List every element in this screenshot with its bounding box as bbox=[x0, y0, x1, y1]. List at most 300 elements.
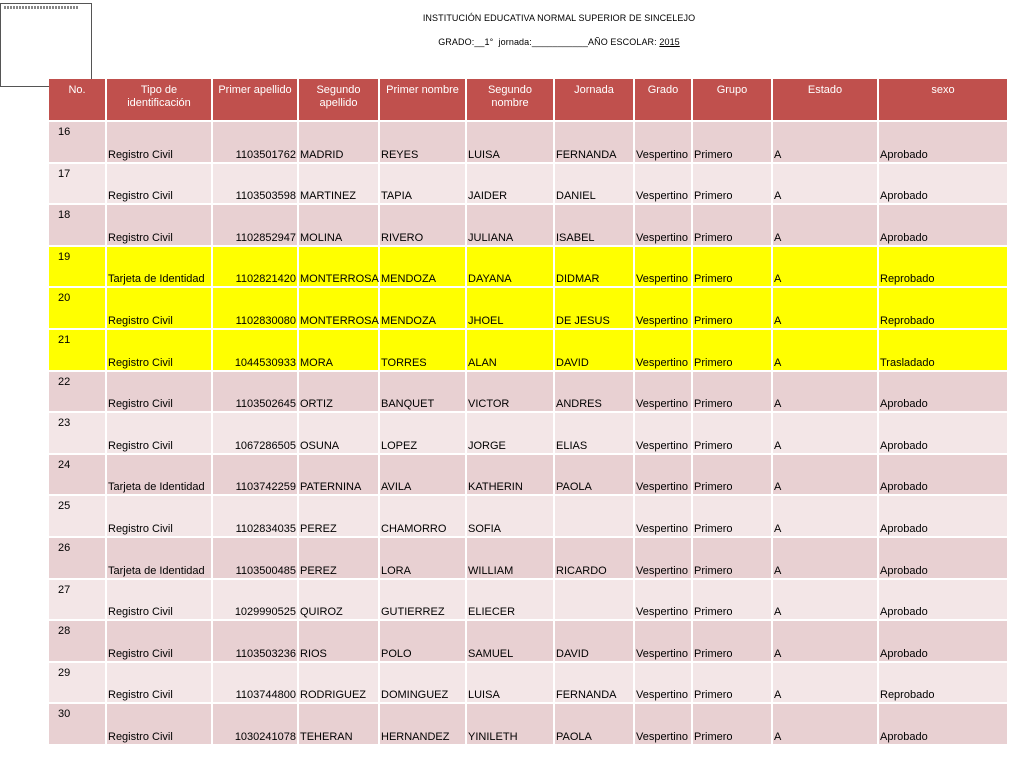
primer-apellido: MORA bbox=[300, 356, 333, 369]
table-cell bbox=[299, 538, 378, 578]
table-cell bbox=[107, 413, 211, 453]
estado: Aprobado bbox=[880, 481, 928, 494]
anio-label: AÑO ESCOLAR: bbox=[588, 37, 657, 47]
jornada: Vespertino bbox=[636, 398, 688, 411]
table-cell bbox=[879, 372, 1007, 412]
table-row bbox=[49, 122, 1007, 162]
table-cell bbox=[693, 372, 771, 412]
segundo-nombre: DIDMAR bbox=[556, 273, 600, 286]
table-cell bbox=[773, 413, 877, 453]
grado: Primero bbox=[694, 689, 733, 702]
table-cell bbox=[299, 164, 378, 204]
row-number: 30 bbox=[58, 708, 71, 721]
table-cell bbox=[693, 455, 771, 495]
id-type: Registro Civil bbox=[108, 398, 173, 411]
estado: Aprobado bbox=[880, 190, 928, 203]
table-cell bbox=[299, 205, 378, 245]
table-cell bbox=[773, 164, 877, 204]
primer-nombre: LUISA bbox=[468, 148, 500, 161]
table-cell bbox=[299, 704, 378, 744]
table-cell bbox=[49, 455, 105, 495]
anio-value: 2015 bbox=[659, 37, 680, 47]
table-cell bbox=[107, 538, 211, 578]
id-type: Registro Civil bbox=[108, 522, 173, 535]
row-number: 25 bbox=[58, 500, 71, 513]
id-type: Tarjeta de Identidad bbox=[108, 273, 205, 286]
jornada: Vespertino bbox=[636, 356, 688, 369]
table-cell bbox=[467, 496, 553, 536]
table-cell bbox=[107, 330, 211, 370]
table-cell bbox=[693, 205, 771, 245]
table-cell bbox=[693, 621, 771, 661]
table-row bbox=[49, 621, 1007, 661]
table-cell bbox=[773, 621, 877, 661]
row-number: 17 bbox=[58, 167, 71, 180]
id-number: 1029990525 bbox=[234, 606, 296, 619]
table-cell bbox=[879, 288, 1007, 328]
id-number: 1030241078 bbox=[234, 730, 296, 743]
table-cell bbox=[299, 372, 378, 412]
table-cell bbox=[299, 330, 378, 370]
table-cell bbox=[555, 164, 633, 204]
id-type: Registro Civil bbox=[108, 730, 173, 743]
table-cell bbox=[467, 330, 553, 370]
grado: Primero bbox=[694, 564, 733, 577]
table-cell bbox=[467, 288, 553, 328]
table-cell bbox=[467, 122, 553, 162]
table-row bbox=[49, 496, 1007, 536]
row-number: 27 bbox=[58, 583, 71, 596]
segundo-nombre: DAVID bbox=[556, 647, 589, 660]
table-cell bbox=[299, 247, 378, 287]
id-number: 1102852947 bbox=[235, 231, 296, 244]
table-cell bbox=[773, 205, 877, 245]
row-number: 19 bbox=[58, 250, 71, 263]
table-cell bbox=[635, 372, 691, 412]
table-cell bbox=[555, 496, 633, 536]
table-cell bbox=[635, 247, 691, 287]
table-cell bbox=[299, 413, 378, 453]
primer-nombre: LUISA bbox=[468, 689, 500, 702]
segundo-apellido: POLO bbox=[381, 647, 412, 660]
table-cell bbox=[467, 164, 553, 204]
table-cell bbox=[380, 164, 465, 204]
table-cell bbox=[635, 164, 691, 204]
table-cell bbox=[380, 288, 465, 328]
table-cell bbox=[635, 621, 691, 661]
primer-apellido: MONTERROSA bbox=[300, 273, 379, 286]
table-row bbox=[49, 413, 1007, 453]
table-cell bbox=[467, 372, 553, 412]
table-cell bbox=[107, 704, 211, 744]
table-cell bbox=[49, 704, 105, 744]
segundo-nombre: FERNANDA bbox=[556, 689, 617, 702]
table-cell bbox=[635, 496, 691, 536]
grado: Primero bbox=[694, 730, 733, 743]
table-cell bbox=[213, 663, 297, 703]
table-cell bbox=[467, 538, 553, 578]
id-type: Registro Civil bbox=[108, 148, 173, 161]
segundo-apellido: CHAMORRO bbox=[381, 522, 447, 535]
table-cell bbox=[380, 663, 465, 703]
id-number: 1102821420 bbox=[235, 273, 296, 286]
table-cell bbox=[213, 288, 297, 328]
table-cell bbox=[635, 580, 691, 620]
table-cell bbox=[107, 164, 211, 204]
table-cell bbox=[693, 122, 771, 162]
estado: Aprobado bbox=[880, 398, 928, 411]
table-cell bbox=[213, 621, 297, 661]
primer-nombre: VICTOR bbox=[468, 398, 510, 411]
students-table bbox=[47, 77, 1009, 746]
table-cell bbox=[693, 330, 771, 370]
estado: Aprobado bbox=[880, 522, 928, 535]
table-cell bbox=[879, 164, 1007, 204]
row-number: 16 bbox=[58, 126, 71, 138]
jornada: Vespertino bbox=[636, 231, 688, 244]
table-cell bbox=[773, 455, 877, 495]
grupo: A bbox=[774, 273, 782, 286]
row-number: 29 bbox=[58, 666, 71, 679]
jornada: Vespertino bbox=[636, 439, 688, 452]
primer-apellido: RODRIGUEZ bbox=[300, 689, 366, 702]
table-row bbox=[49, 538, 1007, 578]
segundo-nombre: PAOLA bbox=[556, 481, 592, 494]
row-number: 18 bbox=[58, 209, 71, 222]
table-cell bbox=[49, 413, 105, 453]
table-cell bbox=[555, 247, 633, 287]
table-cell bbox=[555, 413, 633, 453]
grado-value: __1° bbox=[474, 37, 494, 47]
table-cell bbox=[635, 288, 691, 328]
row-number: 22 bbox=[58, 375, 71, 388]
grupo: A bbox=[774, 231, 782, 244]
table-cell bbox=[635, 663, 691, 703]
table-cell bbox=[773, 122, 877, 162]
id-type: Tarjeta de Identidad bbox=[108, 481, 205, 494]
col-header-grado: Grado bbox=[635, 79, 691, 120]
table-cell bbox=[380, 496, 465, 536]
table-cell bbox=[213, 372, 297, 412]
id-type: Registro Civil bbox=[108, 356, 173, 369]
table-cell bbox=[107, 496, 211, 536]
segundo-apellido: REYES bbox=[381, 148, 419, 161]
id-type: Registro Civil bbox=[108, 190, 173, 203]
row-number: 24 bbox=[58, 458, 71, 471]
id-number: 1103502645 bbox=[235, 398, 296, 411]
estado: Aprobado bbox=[880, 647, 928, 660]
table-row bbox=[49, 288, 1007, 328]
primer-nombre: YINILETH bbox=[468, 730, 518, 743]
table-cell bbox=[213, 122, 297, 162]
segundo-apellido: TAPIA bbox=[381, 190, 412, 203]
jornada: Vespertino bbox=[636, 689, 688, 702]
table-cell bbox=[107, 455, 211, 495]
primer-nombre: SOFIA bbox=[468, 522, 502, 535]
id-number: 1103503236 bbox=[235, 647, 296, 660]
table-cell bbox=[555, 538, 633, 578]
table-cell bbox=[213, 538, 297, 578]
grupo: A bbox=[774, 647, 782, 660]
table-cell bbox=[49, 372, 105, 412]
grupo: A bbox=[774, 314, 782, 327]
segundo-apellido: LORA bbox=[381, 564, 411, 577]
table-cell bbox=[213, 413, 297, 453]
grado: Primero bbox=[694, 190, 733, 203]
grupo: A bbox=[774, 689, 782, 702]
jornada: Vespertino bbox=[636, 273, 688, 286]
grupo: A bbox=[774, 439, 782, 452]
table-cell bbox=[879, 663, 1007, 703]
table-cell bbox=[213, 330, 297, 370]
table-cell bbox=[693, 704, 771, 744]
col-header-grupo: Grupo bbox=[693, 79, 771, 120]
table-cell bbox=[380, 247, 465, 287]
grupo: A bbox=[774, 522, 782, 535]
table-row bbox=[49, 580, 1007, 620]
segundo-apellido: AVILA bbox=[381, 481, 412, 494]
id-type: Registro Civil bbox=[108, 314, 173, 327]
table-cell bbox=[467, 621, 553, 661]
table-cell bbox=[49, 496, 105, 536]
id-type: Registro Civil bbox=[108, 439, 173, 452]
table-cell bbox=[555, 621, 633, 661]
table-cell bbox=[555, 330, 633, 370]
table-cell bbox=[49, 205, 105, 245]
jornada: Vespertino bbox=[636, 190, 688, 203]
table-cell bbox=[879, 247, 1007, 287]
table-cell bbox=[49, 247, 105, 287]
table-cell bbox=[879, 205, 1007, 245]
id-number: 1103501762 bbox=[235, 148, 296, 161]
row-number: 21 bbox=[58, 333, 71, 346]
row-number: 26 bbox=[58, 541, 71, 554]
table-cell bbox=[879, 413, 1007, 453]
id-number: 1102830080 bbox=[235, 314, 296, 327]
segundo-nombre: ELIAS bbox=[556, 439, 588, 452]
table-cell bbox=[773, 330, 877, 370]
grado: Primero bbox=[694, 273, 733, 286]
col-header-primer-apellido: Primer apellido bbox=[213, 79, 297, 120]
table-cell bbox=[773, 580, 877, 620]
grado: Primero bbox=[694, 231, 733, 244]
segundo-nombre: DAVID bbox=[556, 356, 589, 369]
primer-apellido: RIOS bbox=[300, 647, 327, 660]
table-cell bbox=[380, 122, 465, 162]
grupo: A bbox=[774, 481, 782, 494]
table-cell bbox=[107, 663, 211, 703]
estado: Reprobado bbox=[880, 314, 935, 327]
table-cell bbox=[555, 580, 633, 620]
primer-nombre: JULIANA bbox=[468, 231, 514, 244]
table-cell bbox=[107, 580, 211, 620]
table-cell bbox=[299, 580, 378, 620]
id-type: Registro Civil bbox=[108, 606, 173, 619]
table-cell bbox=[107, 247, 211, 287]
table-cell bbox=[213, 580, 297, 620]
table-cell bbox=[879, 455, 1007, 495]
table-cell bbox=[467, 247, 553, 287]
table-row bbox=[49, 455, 1007, 495]
table-cell bbox=[467, 580, 553, 620]
table-cell bbox=[49, 663, 105, 703]
table-cell bbox=[107, 205, 211, 245]
segundo-apellido: TORRES bbox=[381, 356, 427, 369]
jornada: Vespertino bbox=[636, 148, 688, 161]
table-cell bbox=[555, 455, 633, 495]
table-cell bbox=[635, 330, 691, 370]
primer-nombre: SAMUEL bbox=[468, 647, 514, 660]
grado: Primero bbox=[694, 481, 733, 494]
id-number: 1103503598 bbox=[235, 190, 296, 203]
estado: Reprobado bbox=[880, 689, 935, 702]
table-cell bbox=[380, 704, 465, 744]
primer-apellido: MARTINEZ bbox=[300, 190, 357, 203]
table-cell bbox=[380, 330, 465, 370]
table-cell bbox=[467, 413, 553, 453]
segundo-nombre: RICARDO bbox=[556, 564, 607, 577]
table-cell bbox=[213, 496, 297, 536]
table-cell bbox=[635, 413, 691, 453]
table-cell bbox=[380, 372, 465, 412]
segundo-nombre: FERNANDA bbox=[556, 148, 617, 161]
table-cell bbox=[693, 413, 771, 453]
row-number: 23 bbox=[58, 417, 71, 430]
table-row bbox=[49, 205, 1007, 245]
primer-nombre: JORGE bbox=[468, 439, 506, 452]
table-cell bbox=[693, 663, 771, 703]
table-cell bbox=[107, 122, 211, 162]
table-cell bbox=[299, 455, 378, 495]
institution-title: INSTITUCIÓN EDUCATIVA NORMAL SUPERIOR DE SINCELEJO bbox=[422, 13, 696, 23]
table-cell bbox=[773, 538, 877, 578]
table-cell bbox=[49, 330, 105, 370]
table-cell bbox=[49, 122, 105, 162]
grupo: A bbox=[774, 356, 782, 369]
col-header-segundo-apellido: Segundo apellido bbox=[299, 79, 378, 120]
table-cell bbox=[49, 621, 105, 661]
estado: Aprobado bbox=[880, 564, 928, 577]
table-cell bbox=[879, 580, 1007, 620]
jornada-label: jornada: bbox=[498, 37, 532, 47]
table-cell bbox=[213, 704, 297, 744]
primer-nombre: KATHERIN bbox=[468, 481, 523, 494]
table-cell bbox=[693, 580, 771, 620]
grado: Primero bbox=[694, 439, 733, 452]
primer-nombre: ALAN bbox=[468, 356, 497, 369]
primer-nombre: DAYANA bbox=[468, 273, 512, 286]
grado: Primero bbox=[694, 522, 733, 535]
logo-placeholder bbox=[0, 3, 92, 87]
jornada: Vespertino bbox=[636, 647, 688, 660]
jornada: Vespertino bbox=[636, 606, 688, 619]
table-cell bbox=[380, 455, 465, 495]
jornada: Vespertino bbox=[636, 481, 688, 494]
table-row bbox=[49, 704, 1007, 744]
table-cell bbox=[693, 496, 771, 536]
estado: Aprobado bbox=[880, 148, 928, 161]
table-cell bbox=[773, 372, 877, 412]
segundo-nombre: ISABEL bbox=[556, 231, 595, 244]
segundo-nombre: DE JESUS bbox=[556, 314, 610, 327]
jornada: Vespertino bbox=[636, 564, 688, 577]
table-cell bbox=[555, 704, 633, 744]
table-header-row bbox=[49, 79, 1007, 120]
table-cell bbox=[879, 621, 1007, 661]
primer-nombre: JAIDER bbox=[468, 190, 508, 203]
col-header-segundo-nombre: Segundo nombre bbox=[467, 79, 553, 120]
table-row bbox=[49, 247, 1007, 287]
table-cell bbox=[213, 205, 297, 245]
table-row bbox=[49, 372, 1007, 412]
id-type: Registro Civil bbox=[108, 689, 173, 702]
segundo-apellido: RIVERO bbox=[381, 231, 424, 244]
table-cell bbox=[635, 122, 691, 162]
table-cell bbox=[380, 413, 465, 453]
table-cell bbox=[879, 496, 1007, 536]
estado: Aprobado bbox=[880, 606, 928, 619]
table-cell bbox=[879, 704, 1007, 744]
table-cell bbox=[380, 580, 465, 620]
grade-line bbox=[94, 37, 1024, 47]
grado: Primero bbox=[694, 398, 733, 411]
primer-apellido: PATERNINA bbox=[300, 481, 362, 494]
id-type: Tarjeta de Identidad bbox=[108, 564, 205, 577]
primer-apellido: MADRID bbox=[300, 148, 344, 161]
table-cell bbox=[773, 663, 877, 703]
col-header-sexo: sexo bbox=[879, 79, 1007, 120]
primer-apellido: PEREZ bbox=[300, 522, 337, 535]
table-cell bbox=[879, 122, 1007, 162]
primer-apellido: ORTIZ bbox=[300, 398, 333, 411]
primer-apellido: MONTERROSA bbox=[300, 314, 379, 327]
table-cell bbox=[467, 455, 553, 495]
segundo-nombre: ANDRES bbox=[556, 398, 602, 411]
table-cell bbox=[635, 205, 691, 245]
grupo: A bbox=[774, 564, 782, 577]
row-number: 28 bbox=[58, 625, 71, 638]
table-cell bbox=[299, 122, 378, 162]
table-cell bbox=[555, 288, 633, 328]
estado: Aprobado bbox=[880, 439, 928, 452]
table-body bbox=[49, 122, 1007, 744]
table-cell bbox=[693, 247, 771, 287]
table-cell bbox=[49, 164, 105, 204]
table-cell bbox=[49, 580, 105, 620]
segundo-nombre: PAOLA bbox=[556, 730, 592, 743]
primer-apellido: OSUNA bbox=[300, 439, 340, 452]
primer-apellido: MOLINA bbox=[300, 231, 343, 244]
col-header-primer-nombre: Primer nombre bbox=[380, 79, 465, 120]
table-cell bbox=[107, 288, 211, 328]
primer-apellido: QUIROZ bbox=[300, 606, 343, 619]
grado: Primero bbox=[694, 647, 733, 660]
table-cell bbox=[773, 288, 877, 328]
table-cell bbox=[49, 288, 105, 328]
col-header-tipo: Tipo de identificación bbox=[107, 79, 211, 120]
estado: Trasladado bbox=[880, 356, 935, 369]
table-cell bbox=[773, 247, 877, 287]
table-cell bbox=[879, 538, 1007, 578]
table-cell bbox=[879, 330, 1007, 370]
table-cell bbox=[693, 288, 771, 328]
primer-nombre: WILLIAM bbox=[468, 564, 514, 577]
table-cell bbox=[299, 621, 378, 661]
col-header-jornada: Jornada bbox=[555, 79, 633, 120]
table-cell bbox=[380, 205, 465, 245]
table-cell bbox=[773, 496, 877, 536]
table-cell bbox=[555, 372, 633, 412]
